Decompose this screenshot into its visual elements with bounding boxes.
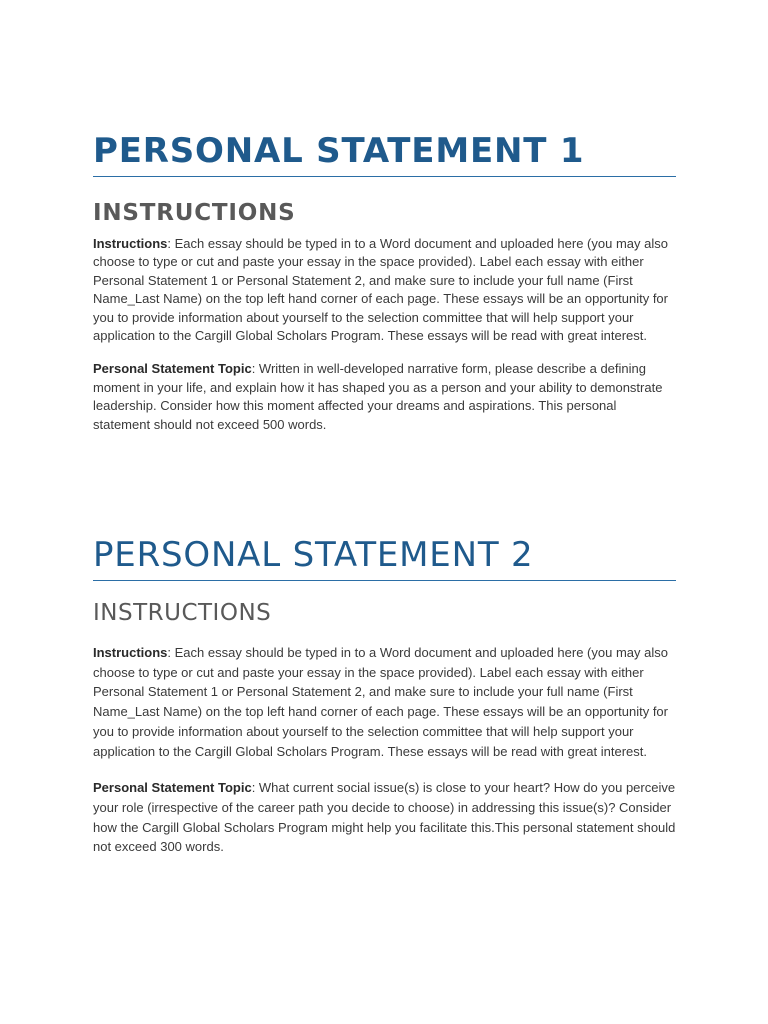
section-1-title: PERSONAL STATEMENT 1 (93, 131, 585, 171)
instructions-label: Instructions (93, 645, 168, 660)
instructions-text: : Each essay should be typed in to a Word document and uploaded here (you may also choose to type or cut and paste your essay in the space provided). Label each essay with either Personal Statement 1 or Personal Statement 2, and make sure to include your full name (First Name_Last Name) on the top left hand corner of each page. These essays will be an opportunity for you to provide information about yourself to the selection committee that will help support your application to the Cargill Global Scholars Program. These essays will be read with great interest. (93, 236, 668, 344)
topic-text: : What current social issue(s) is close to your heart? How do you perceive your role (irrespective of the career path you decide to choose) in addressing this issue(s)? Consider how the Cargill Global Scholars Program might help you facilitate this.This personal statement should not exceed 300 words. (93, 780, 676, 855)
section-2-divider (93, 580, 676, 581)
topic-label: Personal Statement Topic (93, 361, 252, 377)
personal-statement-1-section (93, 128, 676, 449)
section-1-instructions-paragraph (93, 235, 676, 345)
topic-text: : Written in well-developed narrative form, please describe a defining moment in your life, and explain how it has shaped you as a person and your ability to demonstrate leadership. Consider how this moment affected your dreams and aspirations. This personal statement should not exceed 500 words. (93, 361, 663, 432)
section-2-topic-paragraph (93, 778, 676, 857)
personal-statement-2-section (93, 532, 676, 874)
section-2-title: PERSONAL STATEMENT 2 (93, 535, 534, 575)
topic-label: Personal Statement Topic (93, 780, 252, 796)
section-1-divider (93, 176, 676, 177)
section-2-subtitle: INSTRUCTIONS (93, 600, 272, 626)
section-1-topic-paragraph (93, 360, 676, 434)
section-2-instructions-paragraph (93, 643, 676, 761)
instructions-text: : Each essay should be typed in to a Word document and uploaded here (you may also choose to type or cut and paste your essay in the space provided). Label each essay with either Personal Statement 1 or Personal Statement 2, and make sure to include your full name (First Name_Last Name) on the top left hand corner of each page. These essays will be an opportunity for you to provide information about yourself to the selection committee that will help support your application to the Cargill Global Scholars Program. These essays will be read with great interest. (93, 645, 668, 759)
instructions-label: Instructions (93, 236, 168, 251)
section-1-subtitle: INSTRUCTIONS (93, 200, 296, 226)
